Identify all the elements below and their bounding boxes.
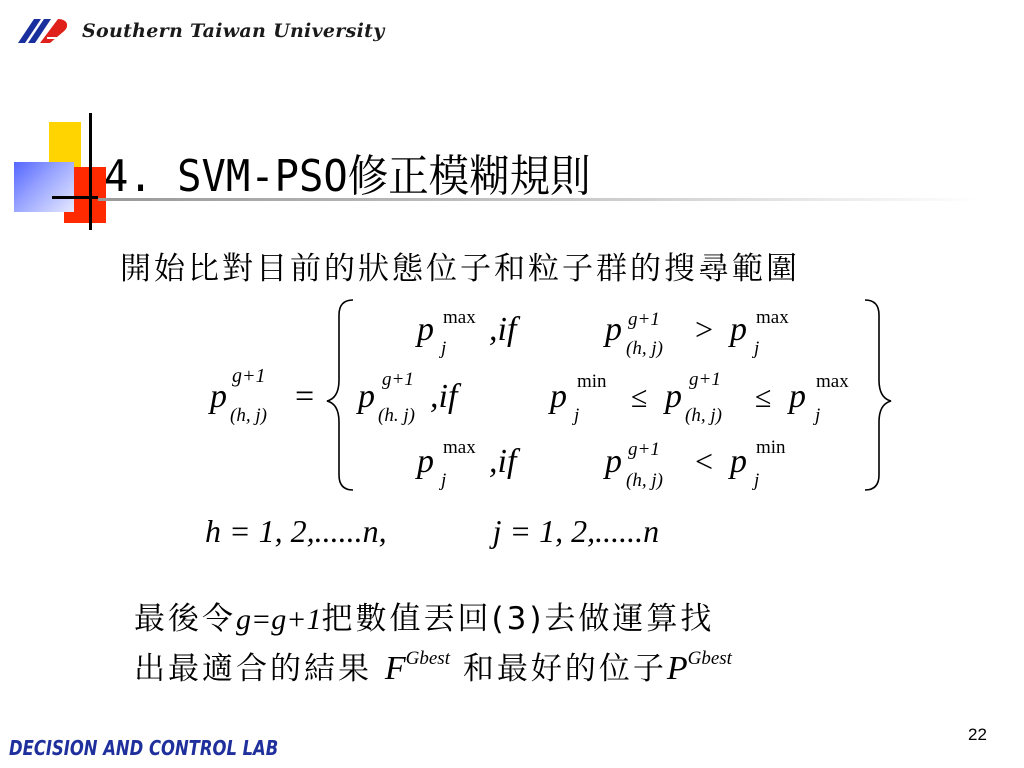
row3-rhs-sub: j	[754, 470, 760, 491]
formula-right-brace	[865, 300, 891, 490]
conclusion-2-pre: 出最適合的結果	[134, 651, 372, 687]
f-gbest-sup: Gbest	[405, 648, 450, 669]
row2-upper-base: p	[789, 378, 806, 415]
row2-upper-sup: max	[816, 371, 849, 392]
university-name: Southern Taiwan University	[82, 20, 385, 42]
row3-relation: <	[695, 443, 714, 479]
row1-value-sup: max	[443, 307, 476, 328]
row3-rhs-base: p	[730, 443, 747, 480]
row1-rhs-sup: max	[756, 307, 789, 328]
p-gbest-sup: Gbest	[687, 648, 732, 669]
row1-relation: >	[695, 311, 714, 347]
lab-name: DECISION AND CONTROL LAB	[9, 736, 279, 760]
formula-equals: =	[295, 378, 315, 415]
row2-lower-sup: min	[577, 371, 607, 392]
slide-title: 4. SVM-PSO修正模糊規則	[104, 151, 591, 202]
index-ranges	[205, 513, 659, 550]
formula-lhs-sub: (h, j)	[230, 405, 267, 426]
title-decoration-yellow-block	[49, 122, 81, 167]
formula-left-brace	[327, 300, 353, 490]
row2-mid-sup: g+1	[689, 369, 721, 390]
intro-text: 開始比對目前的狀態位子和粒子群的搜尋範圍	[120, 251, 800, 287]
formula-row-1	[415, 307, 789, 359]
formula-lhs-base: p	[210, 378, 227, 415]
row3-rhs-sup: min	[756, 437, 786, 458]
j-range: j = 1, 2,......n	[492, 513, 660, 549]
conclusion-line-2	[134, 643, 732, 688]
row1-cond-word: ,if	[489, 311, 517, 348]
row2-cond-word: ,if	[430, 378, 458, 415]
row1-rhs-base: p	[730, 311, 747, 348]
row3-cond-sub: (h, j)	[626, 470, 663, 491]
title-decoration-blue-block	[14, 162, 74, 212]
row3-cond-sup: g+1	[628, 439, 660, 460]
conclusion-line-1	[134, 593, 714, 638]
row3-value-sub: j	[441, 470, 447, 491]
row2-value-sub: (h. j)	[378, 405, 415, 426]
page-number: 22	[968, 725, 987, 744]
formula-row-2	[356, 369, 849, 426]
conclusion-2-mid: 和最好的位子	[462, 651, 667, 687]
conclusion-1-post: 把數值丟回(3)去做運算找	[321, 601, 715, 637]
title-decoration-horizontal-line	[52, 196, 98, 199]
row1-value-base: p	[417, 311, 434, 348]
row1-value-sub: j	[441, 338, 447, 359]
row2-value-sup: g+1	[382, 369, 414, 390]
formula-lhs-sup: g+1	[232, 365, 266, 387]
row3-cond-word: ,if	[489, 443, 517, 480]
conclusion-1-pre: 最後令	[134, 601, 236, 637]
row2-mid-sub: (h, j)	[685, 405, 722, 426]
row1-rhs-sub: j	[754, 338, 760, 359]
row1-cond-base: p	[605, 311, 622, 348]
row3-cond-base: p	[605, 443, 622, 480]
row1-cond-sub: (h, j)	[626, 338, 663, 359]
row3-value-sup: max	[443, 437, 476, 458]
formula-row-3	[415, 437, 786, 491]
row2-lower-sub: j	[574, 405, 580, 426]
title-decoration-vertical-line	[89, 113, 92, 230]
row2-value-base: p	[358, 378, 375, 415]
university-logo	[14, 12, 72, 50]
row2-lower-base: p	[550, 378, 567, 415]
conclusion-1-expr: g=g+1	[236, 603, 322, 636]
row2-relation-1: ≤	[631, 381, 648, 414]
h-range: h = 1, 2,......n,	[205, 513, 387, 549]
p-gbest-base: P	[666, 650, 688, 687]
row3-value-base: p	[417, 443, 434, 480]
row2-mid-base: p	[665, 378, 682, 415]
f-gbest-base: F	[384, 650, 406, 687]
row1-cond-sup: g+1	[628, 309, 660, 330]
piecewise-formula	[195, 295, 895, 495]
row2-relation-2: ≤	[755, 381, 772, 414]
row2-upper-sub: j	[815, 405, 821, 426]
